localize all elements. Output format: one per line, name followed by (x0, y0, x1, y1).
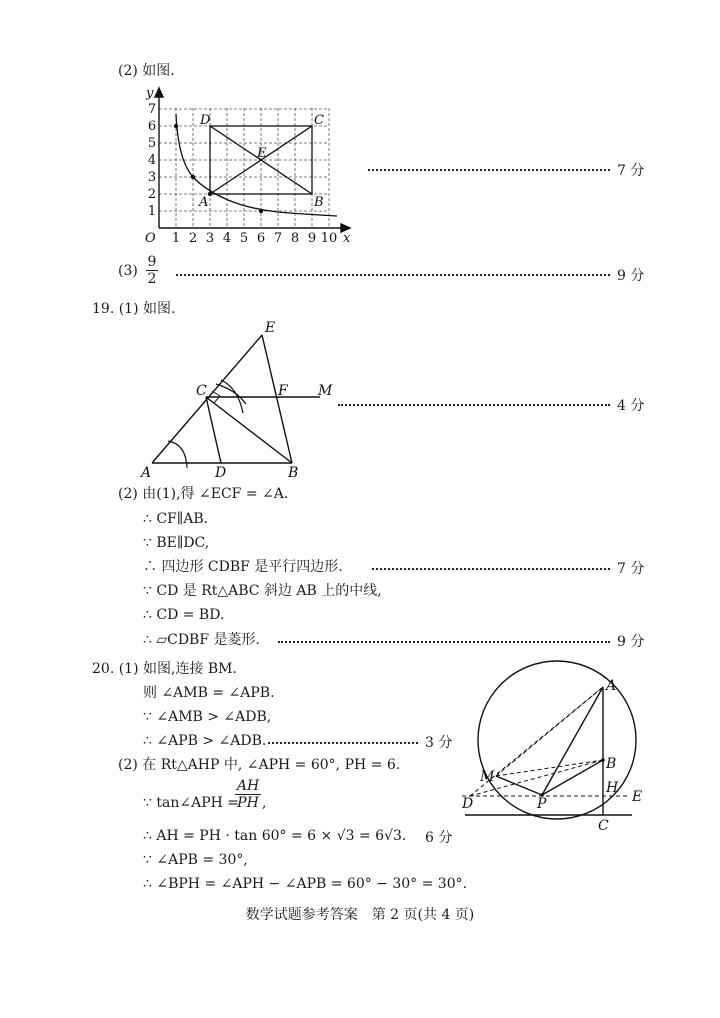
q20-tan-tail: , (262, 795, 267, 811)
graph-y-label: y (146, 86, 154, 101)
q20-tan-left: ∵ tan∠APH = (143, 795, 239, 811)
fig19-C: C (196, 383, 207, 399)
x-tick: 10 (320, 231, 338, 246)
x-tick: 9 (307, 231, 317, 246)
page-footer: 数学试题参考答案 第 2 页(共 4 页) (245, 907, 475, 923)
dotted-leader (176, 272, 610, 276)
fraction-numerator: 9 (147, 254, 157, 270)
point-E-label: E (257, 146, 267, 161)
q19-step: ∴ 四边形 CDBF 是平行四边形. (143, 559, 343, 575)
x-tick: 7 (273, 231, 283, 246)
y-tick: 7 (147, 102, 157, 117)
q20-part2-label: (2) 在 Rt△AHP 中, ∠APH = 60°, PH = 6. (118, 757, 401, 773)
point-B-label: B (314, 195, 324, 210)
dotted-leader (368, 167, 610, 171)
q20-step: ∵ ∠AMB > ∠ADB, (143, 709, 272, 725)
q18-score-9: 9 分 (617, 268, 645, 284)
q20-score-6: 6 分 (425, 830, 453, 846)
x-tick: 1 (171, 231, 181, 246)
dotted-leader (372, 566, 610, 570)
q20-step: ∵ ∠APB = 30°, (143, 852, 248, 868)
triangle-figure (0, 300, 720, 500)
fig20-M: M (480, 769, 495, 785)
fig19-D: D (215, 465, 227, 481)
q20-part1-label: 20. (1) 如图,连接 BM. (92, 661, 237, 677)
q19-score-7: 7 分 (617, 561, 645, 577)
fig20-P: P (537, 796, 547, 812)
coordinate-graph (0, 0, 720, 260)
fig20-D: D (462, 796, 474, 812)
q18-score-7: 7 分 (617, 163, 645, 179)
point-D-label: D (200, 113, 211, 128)
x-tick: 6 (256, 231, 266, 246)
fraction-denominator: 2 (147, 271, 157, 287)
q20-score-3: 3 分 (425, 735, 453, 751)
fig19-E: E (265, 320, 276, 336)
y-axis-arrow (155, 88, 163, 97)
x-tick: 3 (205, 231, 215, 246)
fig20-A: A (606, 678, 617, 694)
point-A-label: A (199, 195, 209, 210)
fig20-E: E (632, 789, 643, 805)
fig19-M: M (318, 383, 333, 399)
y-tick: 6 (147, 119, 157, 134)
dotted-leader (278, 639, 610, 643)
fig19-F: F (278, 383, 288, 399)
fraction-numerator: AH (236, 778, 260, 794)
q19-step: ∴ ▱CDBF 是菱形. (143, 632, 260, 648)
point-C-label: C (314, 113, 324, 128)
q19-step: ∴ CF∥AB. (143, 511, 209, 527)
q20-step: ∴ AH = PH · tan 60° = 6 × √3 = 6√3. (143, 828, 407, 844)
y-tick: 2 (147, 187, 157, 202)
q20-step: 则 ∠AMB = ∠APB. (143, 685, 275, 701)
fig19-B: B (288, 465, 299, 481)
x-tick: 5 (239, 231, 249, 246)
q20-step: ∴ ∠APB > ∠ADB. (143, 733, 267, 749)
y-tick: 5 (147, 136, 157, 151)
fig20-B: B (606, 756, 617, 772)
graph-origin-label: O (145, 231, 156, 246)
angle-arc-A (168, 441, 187, 468)
graph-x-label: x (343, 231, 351, 246)
q19-step: ∵ CD 是 Rt△ABC 斜边 AB 上的中线, (143, 583, 382, 599)
q19-step: ∵ BE∥DC, (143, 535, 210, 551)
y-tick: 3 (147, 170, 157, 185)
q18-fraction (146, 254, 158, 287)
q19-step: ∴ CD = BD. (143, 607, 225, 623)
fraction-denominator: PH (235, 794, 261, 811)
q18-part2-label: (2) 如图. (118, 63, 175, 79)
dotted-leader (338, 402, 610, 406)
circle-figure (0, 660, 720, 860)
x-tick: 4 (222, 231, 232, 246)
q19-score-9: 9 分 (617, 634, 645, 650)
q18-part3-label: (3) (118, 263, 138, 279)
y-tick: 1 (147, 204, 157, 219)
q20-step: ∴ ∠BPH = ∠APH − ∠APB = 60° − 30° = 30°. (143, 876, 468, 892)
fig20-C: C (598, 818, 609, 834)
q19-part1-label: 19. (1) 如图. (92, 301, 176, 317)
fig20-H: H (606, 780, 619, 796)
fig19-A: A (141, 465, 152, 481)
q19-score-4: 4 分 (617, 398, 645, 414)
segment-AP (542, 687, 603, 795)
x-tick: 8 (290, 231, 300, 246)
y-tick: 4 (147, 153, 157, 168)
x-tick: 2 (188, 231, 198, 246)
q19-part2-line: (2) 由(1),得 ∠ECF = ∠A. (118, 486, 289, 502)
segment-MP (496, 776, 542, 795)
